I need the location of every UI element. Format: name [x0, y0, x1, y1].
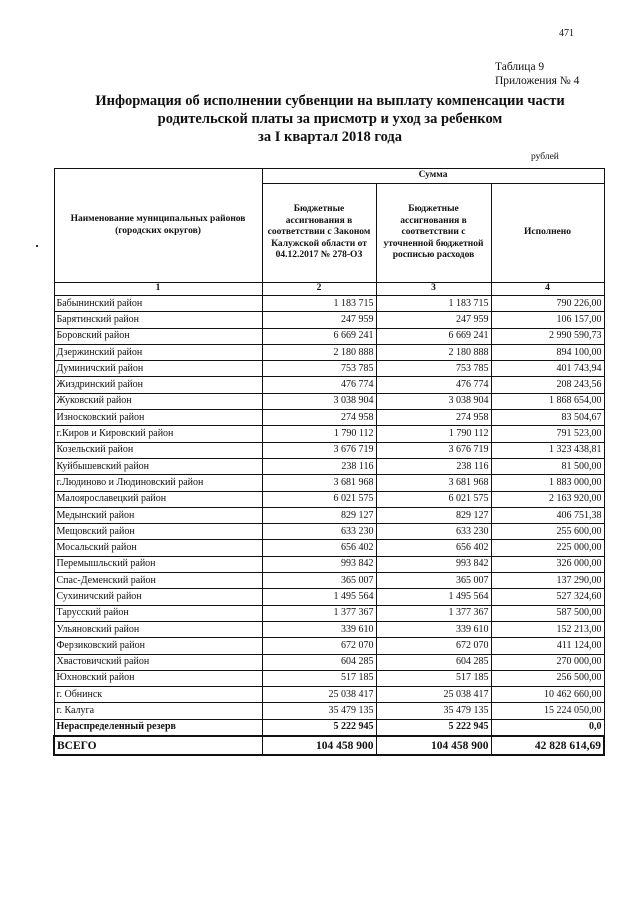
column-number: 3: [376, 283, 491, 296]
law-allocation: 633 230: [262, 524, 376, 540]
table-row: [54, 573, 604, 589]
refined-allocation: 656 402: [376, 540, 491, 556]
header-executed: Исполнено: [491, 184, 604, 283]
district-name: Жуковский район: [54, 393, 262, 409]
executed-amount: 270 000,00: [491, 654, 604, 670]
table-row: [54, 687, 604, 703]
refined-allocation: 993 842: [376, 556, 491, 572]
table-footer: [54, 719, 604, 755]
table-row: [54, 507, 604, 523]
district-name: Износковский район: [54, 410, 262, 426]
refined-allocation: 35 479 135: [376, 703, 491, 719]
executed-amount: 208 243,56: [491, 377, 604, 393]
refined-allocation: 274 958: [376, 410, 491, 426]
law-allocation: 517 185: [262, 670, 376, 686]
executed-amount: 225 000,00: [491, 540, 604, 556]
executed-amount: 10 462 660,00: [491, 687, 604, 703]
table-row: [54, 296, 604, 312]
executed-amount: 83 504,67: [491, 410, 604, 426]
table-reference: [495, 60, 579, 88]
table-row: [54, 426, 604, 442]
table-row: [54, 670, 604, 686]
table-row: [54, 344, 604, 360]
table-row: [54, 524, 604, 540]
title-line-2: родительской платы за присмотр и уход за ребенком: [157, 111, 503, 127]
law-allocation: 25 038 417: [262, 687, 376, 703]
executed-amount: 15 224 050,00: [491, 703, 604, 719]
table-row: [54, 589, 604, 605]
reserve-row: [54, 719, 604, 736]
district-name: Мосальский район: [54, 540, 262, 556]
executed-amount: 326 000,00: [491, 556, 604, 572]
district-name: Бабынинский район: [54, 296, 262, 312]
law-allocation: 604 285: [262, 654, 376, 670]
refined-allocation: 25 038 417: [376, 687, 491, 703]
page-number: 471: [559, 28, 574, 39]
refined-allocation: 672 070: [376, 638, 491, 654]
executed-amount: 152 213,00: [491, 621, 604, 637]
table-row: [54, 540, 604, 556]
executed-amount: 106 157,00: [491, 312, 604, 328]
table-label: Таблица 9: [495, 61, 545, 73]
total-row: [54, 736, 604, 755]
table-row: [54, 654, 604, 670]
scan-speck: [36, 245, 38, 247]
executed-amount: 2 990 590,73: [491, 328, 604, 344]
law-allocation: 365 007: [262, 573, 376, 589]
reserve-name: Нераспределенный резерв: [54, 719, 262, 736]
district-name: Юхновский район: [54, 670, 262, 686]
table-row: [54, 458, 604, 474]
law-allocation: 656 402: [262, 540, 376, 556]
refined-allocation: 753 785: [376, 361, 491, 377]
district-name: г. Калуга: [54, 703, 262, 719]
refined-allocation: 517 185: [376, 670, 491, 686]
units-label: рублей: [531, 152, 559, 162]
executed-amount: 1 323 438,81: [491, 442, 604, 458]
district-name: Сухиничский район: [54, 589, 262, 605]
refined-allocation: 829 127: [376, 507, 491, 523]
column-number: 2: [262, 283, 376, 296]
district-name: Ульяновский район: [54, 621, 262, 637]
law-allocation: 35 479 135: [262, 703, 376, 719]
law-allocation: 829 127: [262, 507, 376, 523]
refined-allocation: 476 774: [376, 377, 491, 393]
refined-allocation: 247 959: [376, 312, 491, 328]
executed-amount: 1 883 000,00: [491, 475, 604, 491]
executed-amount: 2 163 920,00: [491, 491, 604, 507]
district-name: Хвастовичский район: [54, 654, 262, 670]
refined-allocation: 365 007: [376, 573, 491, 589]
table-row: [54, 621, 604, 637]
title-line-1: Информация об исполнении субвенции на выплату компенсации части: [95, 93, 565, 109]
executed-amount: 255 600,00: [491, 524, 604, 540]
table-row: [54, 556, 604, 572]
executed-amount: 1 868 654,00: [491, 393, 604, 409]
header-sum: Сумма: [262, 169, 604, 184]
refined-allocation: 604 285: [376, 654, 491, 670]
executed-amount: 411 124,00: [491, 638, 604, 654]
refined-allocation: 1 495 564: [376, 589, 491, 605]
executed-amount: 527 324,60: [491, 589, 604, 605]
table-row: [54, 475, 604, 491]
table-row: [54, 328, 604, 344]
table-row: [54, 638, 604, 654]
law-allocation: 3 681 968: [262, 475, 376, 491]
executed-amount: 256 500,00: [491, 670, 604, 686]
district-name: Перемышльский район: [54, 556, 262, 572]
table-row: [54, 361, 604, 377]
reserve-executed: 0,0: [491, 719, 604, 736]
executed-amount: 791 523,00: [491, 426, 604, 442]
law-allocation: 3 676 719: [262, 442, 376, 458]
subsidy-table: [53, 168, 605, 756]
table-row: [54, 605, 604, 621]
law-allocation: 1 495 564: [262, 589, 376, 605]
law-allocation: 1 790 112: [262, 426, 376, 442]
district-name: Дзержинский район: [54, 344, 262, 360]
district-name: Боровский район: [54, 328, 262, 344]
executed-amount: 137 290,00: [491, 573, 604, 589]
refined-allocation: 3 676 719: [376, 442, 491, 458]
refined-allocation: 633 230: [376, 524, 491, 540]
reserve-law-allocation: 5 222 945: [262, 719, 376, 736]
total-refined-allocation: 104 458 900: [376, 736, 491, 755]
district-name: Барятинский район: [54, 312, 262, 328]
district-name: Мещовский район: [54, 524, 262, 540]
law-allocation: 274 958: [262, 410, 376, 426]
total-executed: 42 828 614,69: [491, 736, 604, 755]
refined-allocation: 238 116: [376, 458, 491, 474]
refined-allocation: 6 669 241: [376, 328, 491, 344]
refined-allocation: 3 038 904: [376, 393, 491, 409]
law-allocation: 3 038 904: [262, 393, 376, 409]
header-name: Наименование муниципальных районов (городских округов): [54, 169, 262, 283]
refined-allocation: 3 681 968: [376, 475, 491, 491]
table-row: [54, 377, 604, 393]
executed-amount: 81 500,00: [491, 458, 604, 474]
appendix-label: Приложения № 4: [495, 75, 580, 87]
law-allocation: 2 180 888: [262, 344, 376, 360]
district-name: Малоярославецкий район: [54, 491, 262, 507]
total-law-allocation: 104 458 900: [262, 736, 376, 755]
law-allocation: 6 021 575: [262, 491, 376, 507]
law-allocation: 238 116: [262, 458, 376, 474]
title-line-3: за I квартал 2018 года: [258, 129, 402, 145]
district-name: Жиздринский район: [54, 377, 262, 393]
reserve-refined-allocation: 5 222 945: [376, 719, 491, 736]
executed-amount: 894 100,00: [491, 344, 604, 360]
executed-amount: 401 743,94: [491, 361, 604, 377]
law-allocation: 339 610: [262, 621, 376, 637]
law-allocation: 672 070: [262, 638, 376, 654]
table-row: [54, 442, 604, 458]
executed-amount: 406 751,38: [491, 507, 604, 523]
table-row: [54, 410, 604, 426]
header-refined-allocation: Бюджетные ассигнования в соответствии с уточненной бюджетной росписью расходов: [376, 184, 491, 283]
table-row: [54, 491, 604, 507]
district-name: г.Людиново и Людиновский район: [54, 475, 262, 491]
table-body: [54, 296, 604, 720]
refined-allocation: 1 377 367: [376, 605, 491, 621]
header-law-allocation: Бюджетные ассигнования в соответствии с Законом Калужской области от 04.12.2017 № 278-ОЗ: [262, 184, 376, 283]
law-allocation: 753 785: [262, 361, 376, 377]
district-name: Козельский район: [54, 442, 262, 458]
district-name: Тарусский район: [54, 605, 262, 621]
district-name: Куйбышевский район: [54, 458, 262, 474]
law-allocation: 6 669 241: [262, 328, 376, 344]
column-number: 1: [54, 283, 262, 296]
refined-allocation: 1 790 112: [376, 426, 491, 442]
table-row: [54, 703, 604, 719]
district-name: Спас-Деменский район: [54, 573, 262, 589]
district-name: Медынский район: [54, 507, 262, 523]
law-allocation: 1 183 715: [262, 296, 376, 312]
table-row: [54, 312, 604, 328]
table-row: [54, 393, 604, 409]
law-allocation: 476 774: [262, 377, 376, 393]
refined-allocation: 6 021 575: [376, 491, 491, 507]
total-name: ВСЕГО: [54, 736, 262, 755]
law-allocation: 247 959: [262, 312, 376, 328]
district-name: Думиничский район: [54, 361, 262, 377]
district-name: г.Киров и Кировский район: [54, 426, 262, 442]
executed-amount: 790 226,00: [491, 296, 604, 312]
document-title: [40, 92, 620, 146]
law-allocation: 1 377 367: [262, 605, 376, 621]
refined-allocation: 339 610: [376, 621, 491, 637]
refined-allocation: 1 183 715: [376, 296, 491, 312]
refined-allocation: 2 180 888: [376, 344, 491, 360]
executed-amount: 587 500,00: [491, 605, 604, 621]
column-number: 4: [491, 283, 604, 296]
district-name: г. Обнинск: [54, 687, 262, 703]
district-name: Ферзиковский район: [54, 638, 262, 654]
law-allocation: 993 842: [262, 556, 376, 572]
